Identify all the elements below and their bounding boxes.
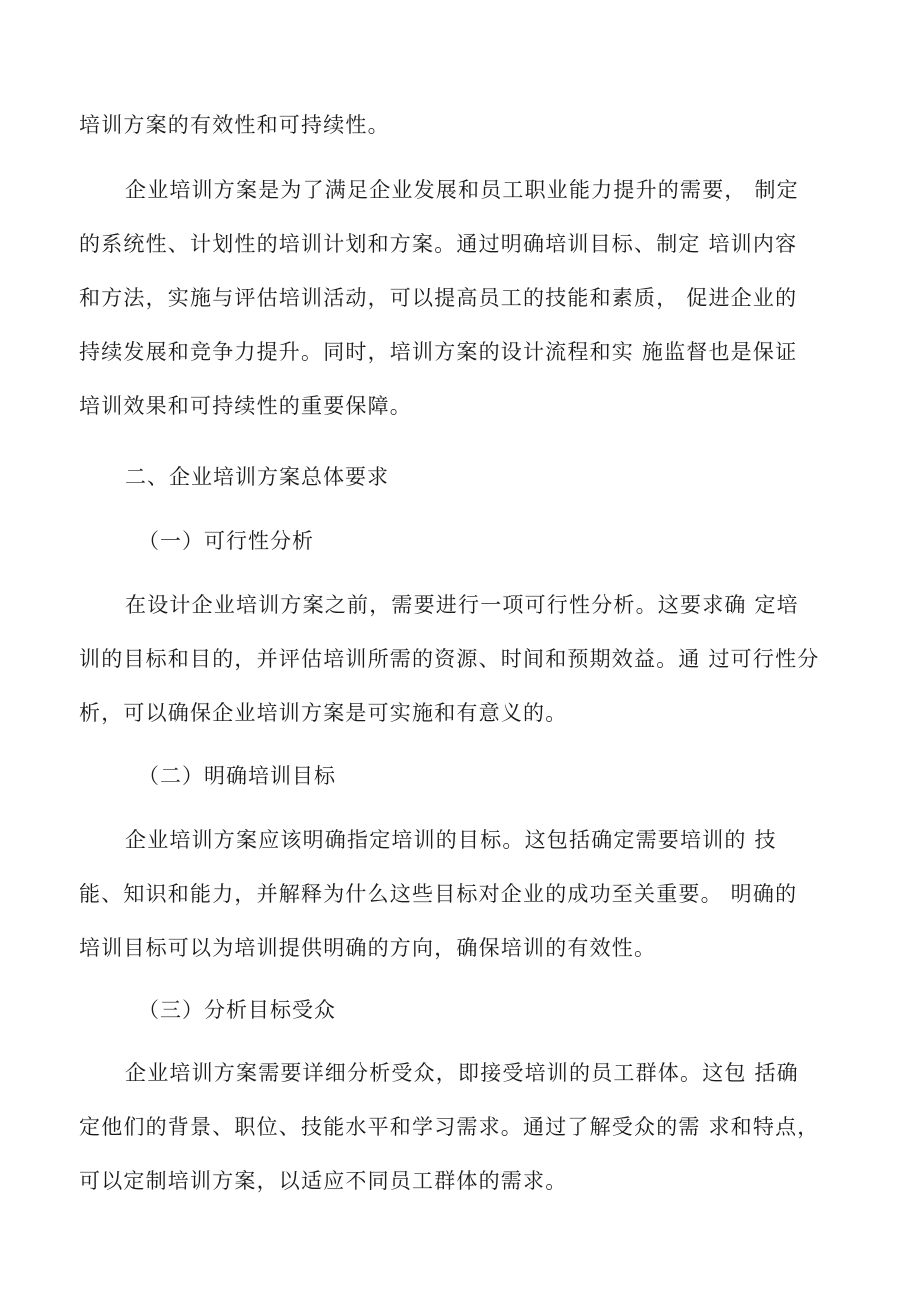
- paragraph-line: 定他们的背景、职位、技能水平和学习需求。通过了解受众的需 求和特点，: [79, 1115, 820, 1139]
- paragraph-line: 在设计企业培训方案之前，需要进行一项可行性分析。这要求确 定培: [125, 593, 799, 617]
- paragraph-line: 的系统性、计划性的培训计划和方案。通过明确培训目标、制定 培训内容: [79, 232, 798, 256]
- paragraph-line: 企业培训方案应该明确指定培训的目标。这包括确定需要培训的 技: [125, 828, 777, 852]
- paragraph-line: 持续发展和竞争力提升。同时，培训方案的设计流程和实 施监督也是保证: [79, 340, 798, 364]
- paragraph-line: 可以定制培训方案，以适应不同员工群体的需求。: [79, 1169, 568, 1193]
- section-heading: 二、企业培训方案总体要求: [125, 465, 389, 489]
- paragraph-line: 培训效果和可持续性的重要保障。: [79, 394, 412, 418]
- paragraph-line: 和方法，实施与评估培训活动，可以提高员工的技能和素质， 促进企业的: [79, 286, 798, 310]
- subsection-heading: （二）明确培训目标: [138, 764, 336, 788]
- paragraph-line: 企业培训方案需要详细分析受众，即接受培训的员工群体。这包 括确: [125, 1061, 799, 1085]
- paragraph-line: 培训方案的有效性和可持续性。: [79, 113, 390, 137]
- paragraph-line: 能、知识和能力，并解释为什么这些目标对企业的成功至关重要。 明确的: [79, 882, 798, 906]
- paragraph-line: 培训目标可以为培训提供明确的方向，确保培训的有效性。: [79, 936, 657, 960]
- paragraph-line: 企业培训方案是为了满足企业发展和员工职业能力提升的需要， 制定: [125, 178, 799, 202]
- subsection-heading: （一）可行性分析: [138, 529, 314, 553]
- subsection-heading: （三）分析目标受众: [138, 998, 336, 1022]
- paragraph-line: 析，可以确保企业培训方案是可实施和有意义的。: [79, 701, 568, 725]
- paragraph-line: 训的目标和目的，并评估培训所需的资源、时间和预期效益。通 过可行性分: [79, 647, 820, 671]
